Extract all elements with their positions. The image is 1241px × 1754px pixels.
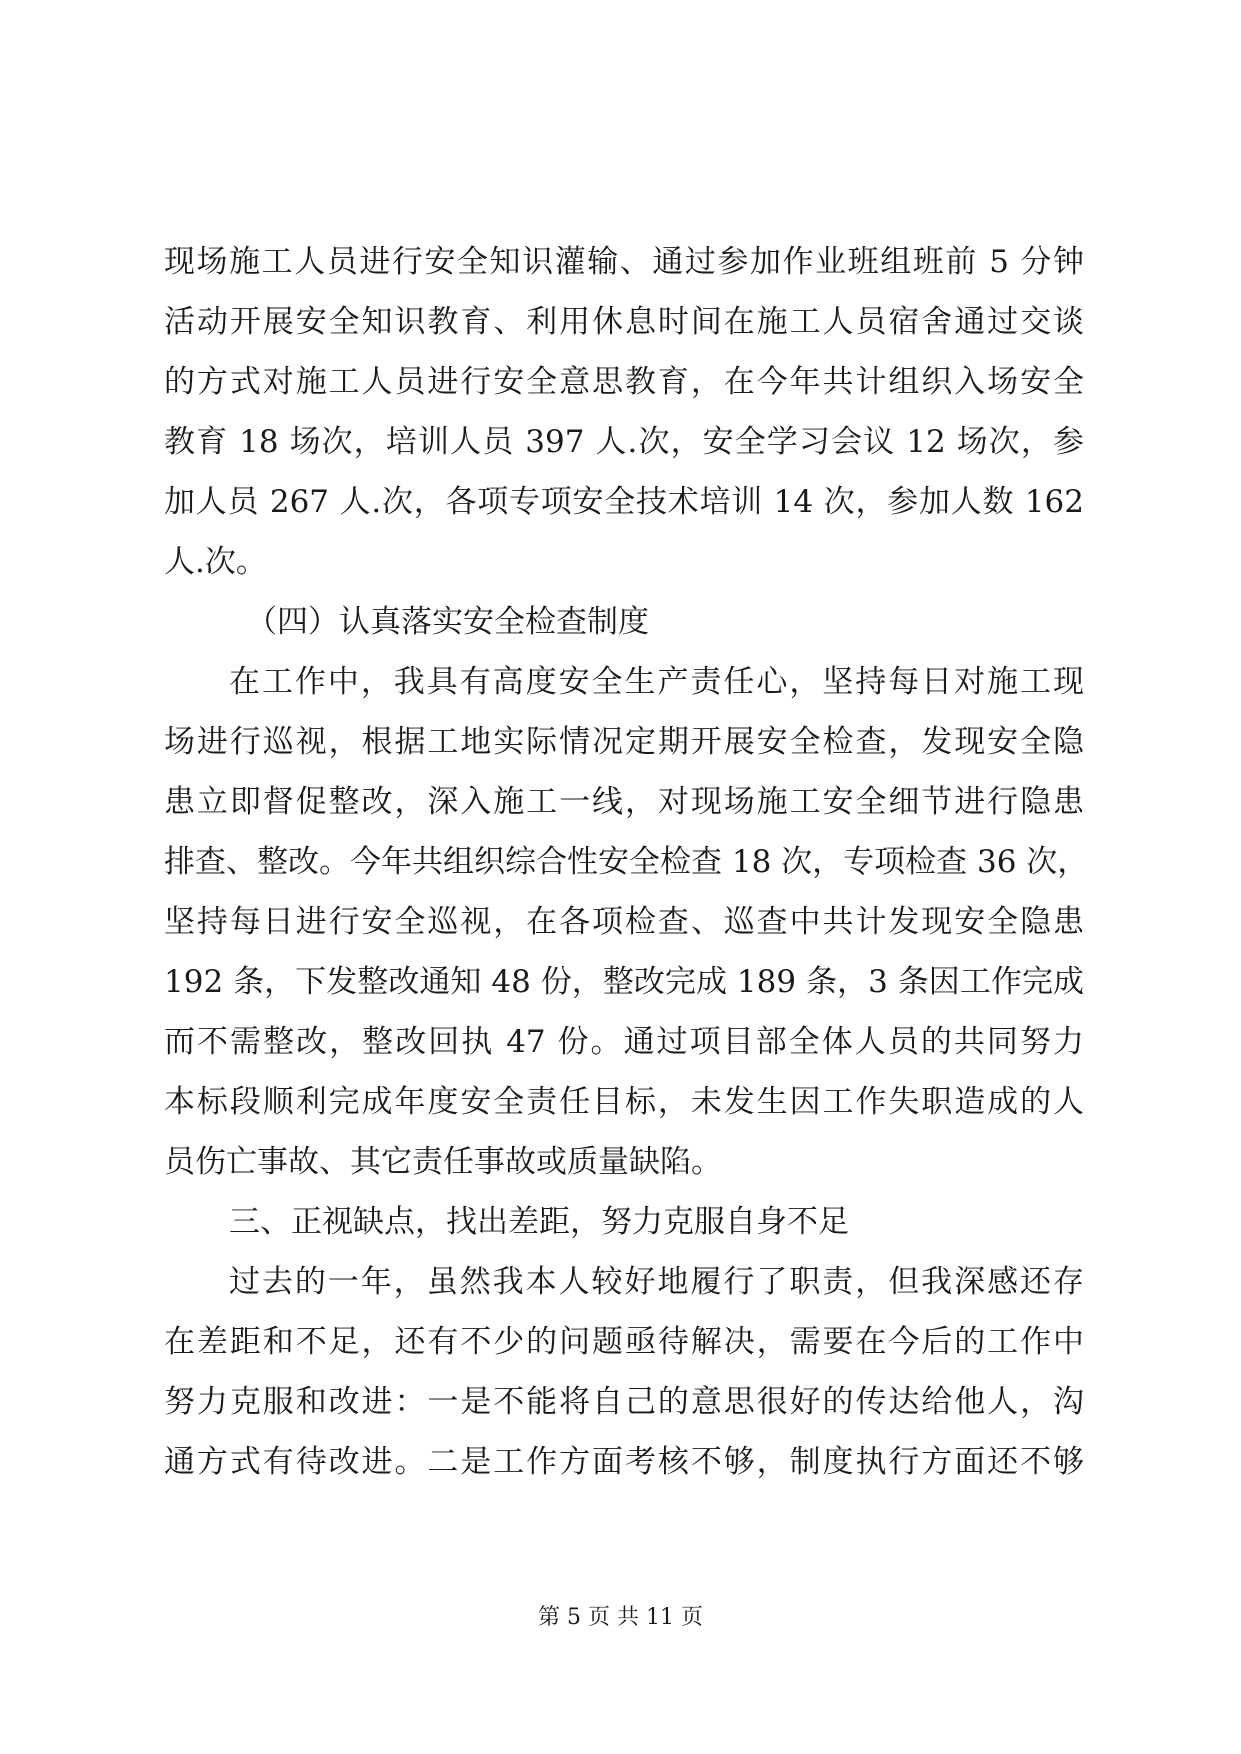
text-line: 员伤亡事故、其它责任事故或质量缺陷。 [164, 1144, 722, 1180]
text-line: 在工作中，我具有高度安全生产责任心，坚持每日对施工现 [229, 664, 1084, 700]
text-line: 场进行巡视，根据工地实际情况定期开展安全检查，发现安全隐 [164, 724, 1084, 760]
text-line: 的方式对施工人员进行安全意思教育，在今年共计组织入场安全 [164, 364, 1084, 400]
text-line: 教育 18 场次，培训人员 397 人.次，安全学习会议 12 场次，参 [164, 424, 1084, 460]
text-line: 排查、整改。今年共组织综合性安全检查 18 次，专项检查 36 次， [164, 844, 1089, 880]
text-line: 活动开展安全知识教育、利用休息时间在施工人员宿舍通过交谈 [164, 304, 1084, 340]
page-number-footer: 第 5 页 共 11 页 [538, 1605, 703, 1630]
text-line: 过去的一年，虽然我本人较好地履行了职责，但我深感还存 [229, 1264, 1084, 1300]
text-line: 192 条，下发整改通知 48 份，整改完成 189 条，3 条因工作完成 [164, 964, 1084, 1000]
text-line: 通方式有待改进。二是工作方面考核不够，制度执行方面还不够 [164, 1444, 1084, 1480]
text-line: 患立即督促整改，深入施工一线，对现场施工安全细节进行隐患 [164, 784, 1084, 820]
text-line: 加人员 267 人.次，各项专项安全技术培训 14 次，参加人数 162 [164, 484, 1084, 520]
text-line: 人.次。 [164, 544, 267, 580]
section-heading: 三、正视缺点，找出差距，努力克服自身不足 [229, 1204, 849, 1240]
document-body [164, 232, 1089, 1492]
text-line: 坚持每日进行安全巡视，在各项检查、巡查中共计发现安全隐患 [164, 904, 1084, 940]
section-heading: （四）认真落实安全检查制度 [246, 604, 649, 640]
text-line: 努力克服和改进：一是不能将自己的意思很好的传达给他人，沟 [164, 1384, 1084, 1420]
text-line: 本标段顺利完成年度安全责任目标，未发生因工作失职造成的人 [164, 1084, 1084, 1120]
text-line: 在差距和不足，还有不少的问题亟待解决，需要在今后的工作中 [164, 1324, 1084, 1360]
text-line: 而不需整改，整改回执 47 份。通过项目部全体人员的共同努力 [164, 1024, 1084, 1060]
text-line: 现场施工人员进行安全知识灌输、通过参加作业班组班前 5 分钟 [164, 244, 1084, 280]
